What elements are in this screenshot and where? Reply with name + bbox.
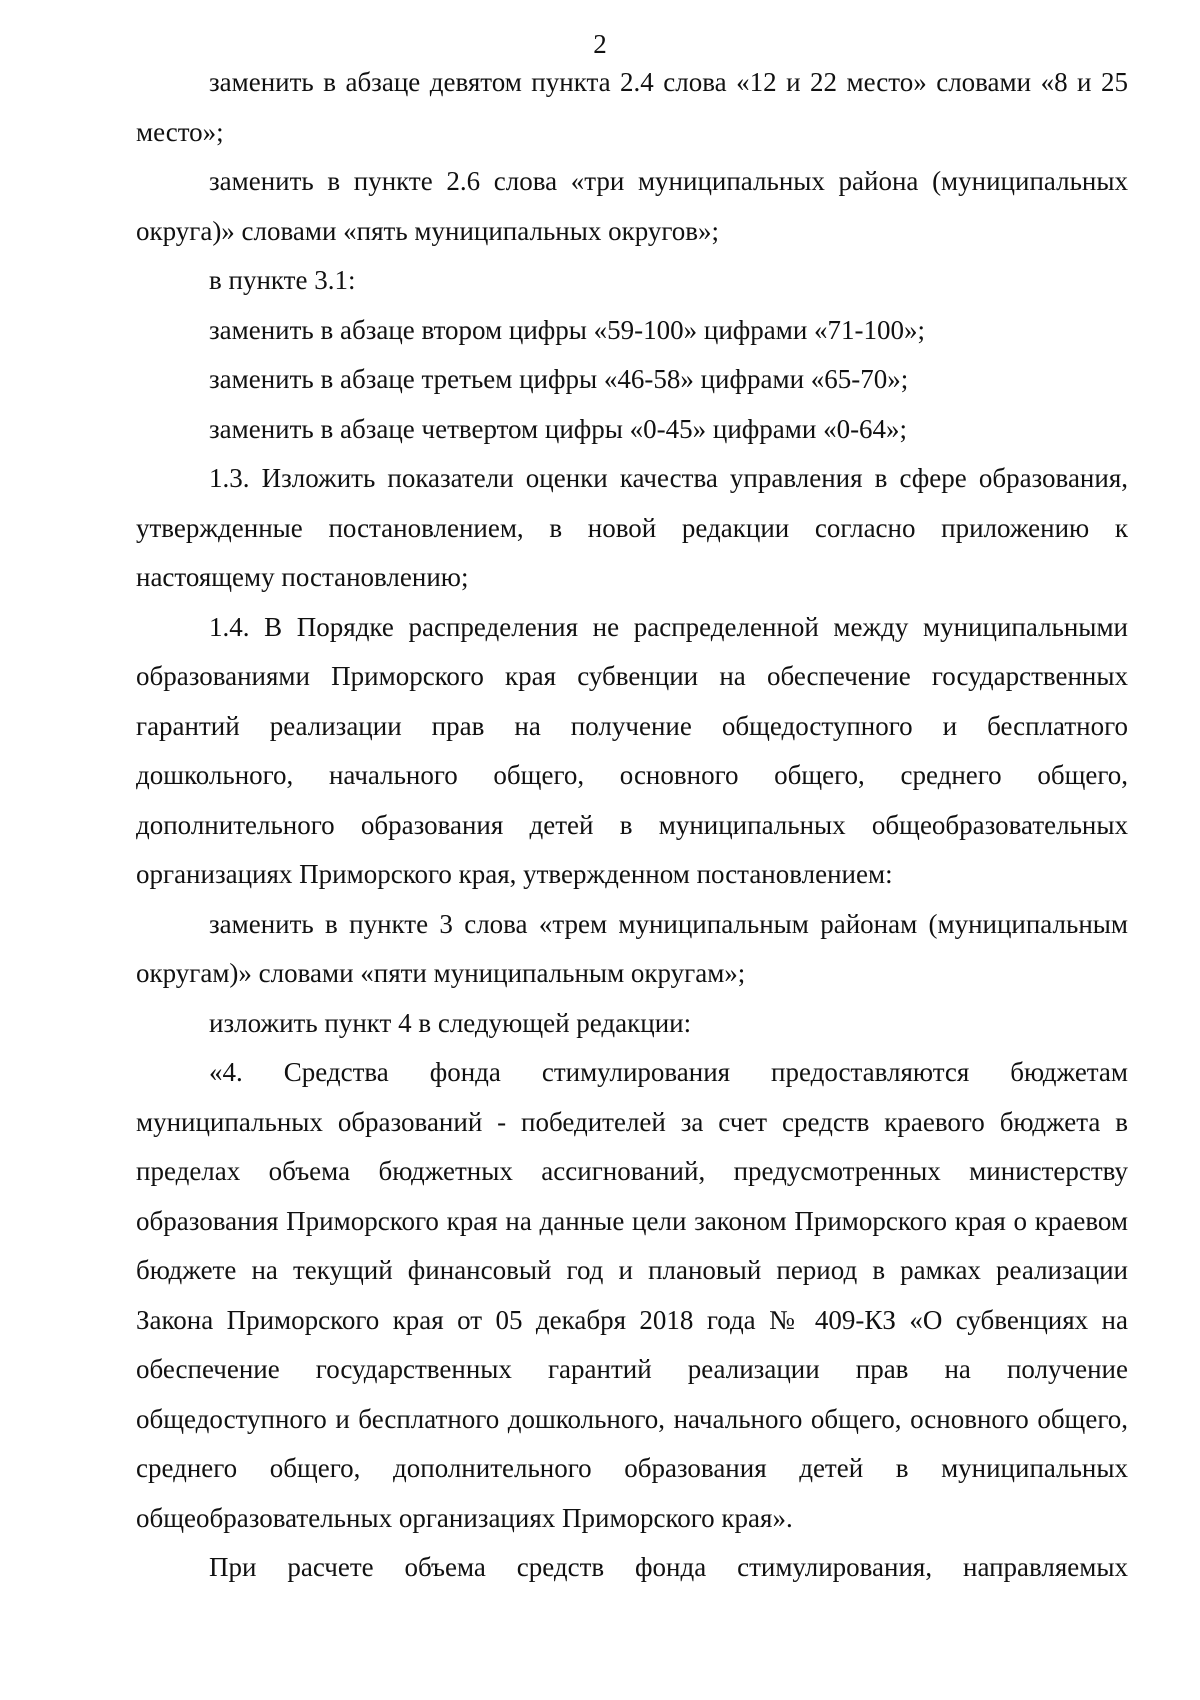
paragraph-point-4-intro: изложить пункт 4 в следующей редакции:: [209, 1007, 692, 1038]
paragraph-replace-point-3: заменить в пункте 3 слова «трем муниципальным районам (муниципальным округам)» словами «пяти муниципальным округам»;: [136, 908, 1128, 988]
paragraph-calculation: При расчете объема средств фонда стимулирования, направляемых: [209, 1552, 1128, 1582]
paragraph-point-4-text: «4. Средства фонда стимулирования предоставляются бюджетам муниципальных образований - победителей за счет средств краевого бюджета в пределах объема бюджетных ассигнований, предусмотренных министерству образования Приморского края на данные цели законом Приморского края о краевом бюджете на текущий финансовый год и плановый период в рамках реализации Закона Приморского края от 05 декабря 2018 года № 409-КЗ «О субвенциях на обеспечение государственных гарантий реализации прав на получение общедоступного и бесплатного дошкольного, начального общего, основного общего, среднего общего, дополнительного образования детей в муниципальных общеобразовательных организациях Приморского края».: [136, 1057, 1128, 1533]
paragraph-point-3-1: в пункте 3.1:: [209, 265, 356, 295]
paragraph-replace-fourth: заменить в абзаце четвертом цифры «0-45» цифрами «0-64»;: [209, 413, 908, 444]
paragraph-1-4: 1.4. В Порядке распределения не распределенной между муниципальными образованиями Приморского края субвенции на обеспечение государственных гарантий реализации прав на получение общедоступного и бесплатного дошкольного, начального общего, основного общего, среднего общего, дополнительного образования детей в муниципальных общеобразовательных организациях Приморского края, утвержденном постановлением:: [136, 611, 1128, 889]
document-body: [136, 58, 1128, 1593]
page-number: 2: [593, 29, 607, 59]
paragraph-replace-2-4: заменить в абзаце девятом пункта 2.4 слова «12 и 22 место» словами «8 и 25 место»;: [136, 67, 1128, 147]
paragraph-replace-third: заменить в абзаце третьем цифры «46-58» цифрами «65-70»;: [209, 364, 909, 394]
paragraph-1-3: 1.3. Изложить показатели оценки качества управления в сфере образования, утвержденные постановлением, в новой редакции согласно приложению к настоящему постановлению;: [136, 463, 1128, 592]
paragraph-replace-2-6: заменить в пункте 2.6 слова «три муниципальных района (муниципальных округа)» словами «пять муниципальных округов»;: [136, 166, 1128, 246]
paragraph-replace-second: заменить в абзаце втором цифры «59-100» цифрами «71-100»;: [209, 314, 926, 345]
